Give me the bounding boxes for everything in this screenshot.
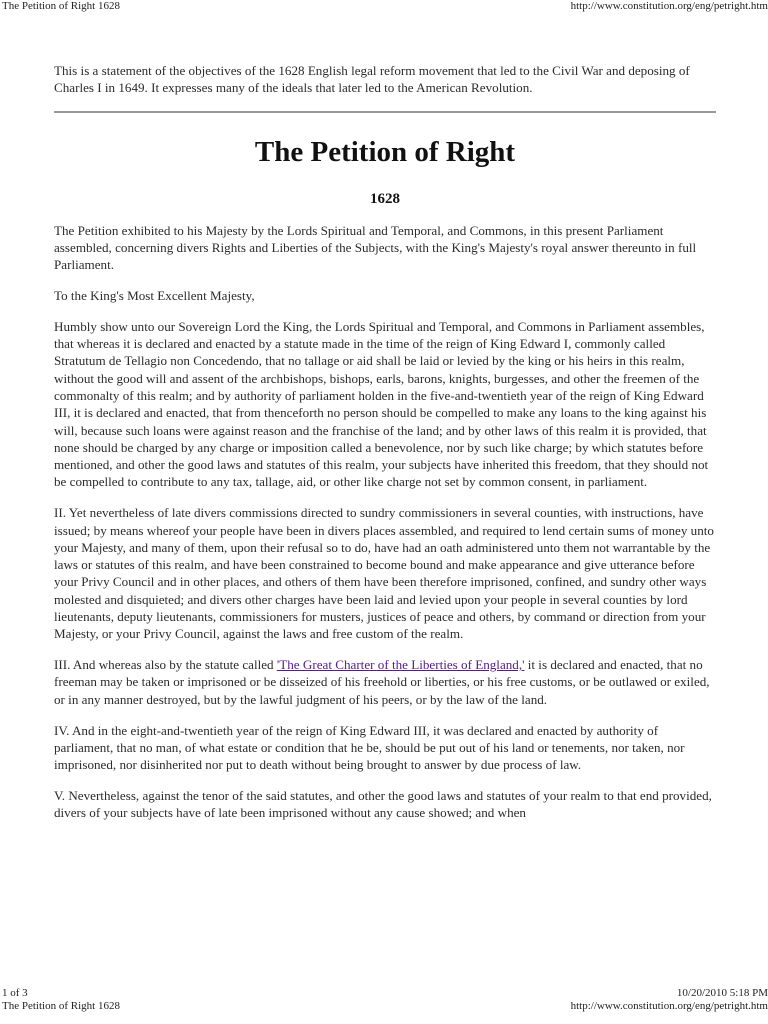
footer-datetime: 10/20/2010 5:18 PM — [676, 987, 768, 999]
paragraph-iv: IV. And in the eight-and-twentieth year of the reign of King Edward III, it was declared and enacted by authority of parliament, that no man, of what estate or condition that he be, should be put out of his land or tenements, nor taken, nor imprisoned, nor disinherited nor put to death without being brought to answer by due process of law. — [54, 722, 685, 773]
next-header-url: http://www.constitution.org/eng/petright.htm — [570, 1000, 768, 1012]
great-charter-link[interactable]: 'The Great Charter of the Liberties of England,' — [276, 657, 525, 673]
paragraph-i: Humbly show unto our Sovereign Lord the King, the Lords Spiritual and Temporal, and Commons in Parliament assembles, that whereas it is declared and enacted by a statute made in the time of the reign of King Edward I, commonly called Stratutum de Tellagio non Concedendo, that no tallage or aid shall be laid or levied by the king or his heirs in this realm, without the good will and assent of the archbishops, bishops, earls, barons, knights, burgesses, and other the freemen of the commonalty of this realm; and by authority of parliament holden in the five-and-twentieth year of the reign of King Edward III, it is declared and enacted, that from thenceforth no person should be compelled to make any loans to the king against his will, because such loans were against reason and the franchise of the land; and by other laws of this realm it is provided, that none should be charged by any charge or imposition called a benevolence, nor by such like charge; by which statutes before mentioned, and other the good laws and statutes of this realm, your subjects have inherited this freedom, that they should not be compelled to contribute to any tax, tallage, aid, or other like charge not set by common consent, in parliament. — [54, 318, 709, 490]
paragraph-salutation: To the King's Most Excellent Majesty, — [54, 287, 255, 303]
paragraph-iii-start: III. And whereas also by the statute called — [54, 657, 277, 673]
header-title: The Petition of Right 1628 — [2, 0, 120, 12]
divider — [54, 111, 716, 113]
paragraph-iii-end: it is declared and enacted, that no freeman may be taken or imprisoned or be disseized of his freehold or liberties, or his free customs, or be outlawed or exiled, or in any manner destroyed, but by the lawful judgment of his peers, or by the law of the land. — [54, 657, 710, 707]
intro-paragraph: This is a statement of the objectives of the 1628 English legal reform movement that led to the Civil War and deposing of Charles I in 1649. It expresses many of the ideals that later led to the American Revolution. — [54, 63, 690, 96]
page-year: 1628 — [370, 190, 400, 207]
header-url: http://www.constitution.org/eng/petright.htm — [570, 0, 768, 12]
next-header-title: The Petition of Right 1628 — [2, 1000, 120, 1012]
paragraph-iii — [54, 656, 716, 708]
document-body — [54, 62, 716, 835]
paragraph-preamble: The Petition exhibited to his Majesty by the Lords Spiritual and Temporal, and Commons, in this present Parliament assembled, concerning divers Rights and Liberties of the Subjects, with the King's Majesty's royal answer thereunto in full Parliament. — [54, 222, 697, 273]
page-title: The Petition of Right — [254, 135, 516, 168]
footer-page-number: 1 of 3 — [2, 987, 28, 999]
paragraph-ii: II. Yet nevertheless of late divers commissions directed to sundry commissioners in several counties, with instructions, have issued; by means whereof your people have been in divers places assembled, and required to lend certain sums of money unto your Majesty, and many of them, upon their refusal so to do, have had an oath administered unto them not warrantable by the laws or statutes of this realm, and have been constrained to become bound and make appearance and give utterance before your Privy Council and in other places, and others of them have been therefore imprisoned, confined, and sundry other ways molested and disquieted; and divers other charges have been laid and levied upon your people in several counties by lord lieutenants, deputy lieutenants, commissioners for musters, justices of peace and others, by command or direction from your Majesty, or your Privy Council, against the laws and free custom of the realm. — [54, 505, 714, 642]
paragraph-v: V. Nevertheless, against the tenor of the said statutes, and other the good laws and statutes of your realm to that end provided, divers of your subjects have of late been imprisoned without any cause showed; and when — [54, 787, 712, 821]
